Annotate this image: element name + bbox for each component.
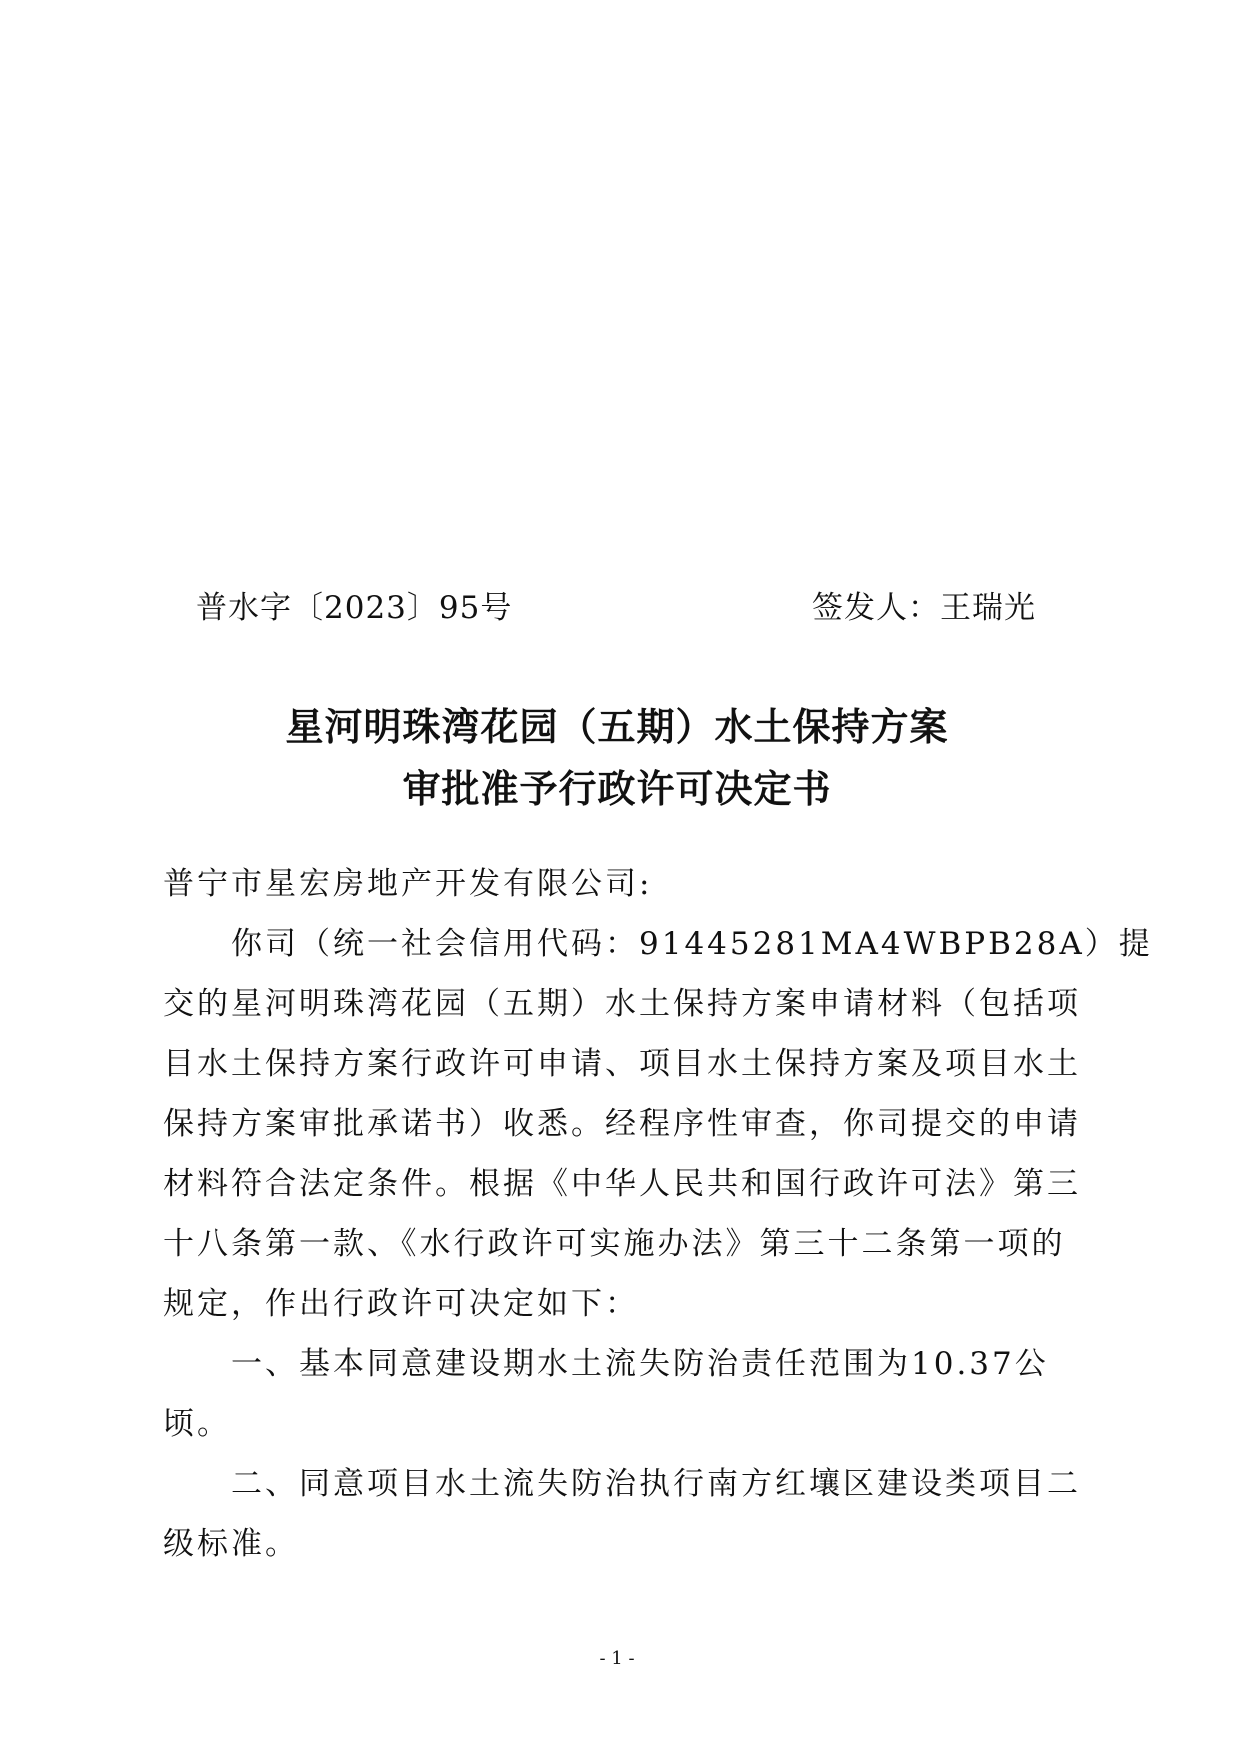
item-1-line-1: 一、基本同意建设期水土流失防治责任范围为10.37公	[163, 1346, 1049, 1382]
page-number: - 1 -	[599, 1648, 635, 1669]
document-number: 普水字〔2023〕95号	[196, 590, 513, 626]
paragraph-1-line-6: 十八条第一款、《水行政许可实施办法》第三十二条第一项的	[163, 1226, 1066, 1262]
paragraph-1-line-2: 交的星河明珠湾花园（五期）水土保持方案申请材料（包括项	[163, 986, 1081, 1022]
document-title-line-2: 审批准予行政许可决定书	[402, 766, 832, 811]
document-title-line-1: 星河明珠湾花园（五期）水土保持方案	[285, 704, 949, 749]
paragraph-1-line-7: 规定，作出行政许可决定如下：	[163, 1286, 639, 1322]
paragraph-1-line-4: 保持方案审批承诺书）收悉。经程序性审查，你司提交的申请	[163, 1106, 1081, 1142]
signer-line: 签发人：王瑞光	[812, 590, 1036, 626]
paragraph-1-line-1: 你司（统一社会信用代码：91445281MA4WBPB28A）提	[163, 926, 1153, 962]
item-1-line-2: 顷。	[163, 1406, 231, 1442]
paragraph-1-line-3: 目水土保持方案行政许可申请、项目水土保持方案及项目水土	[163, 1046, 1081, 1082]
paragraph-1-line-5: 材料符合法定条件。根据《中华人民共和国行政许可法》第三	[163, 1166, 1081, 1202]
addressee: 普宁市星宏房地产开发有限公司:	[163, 866, 653, 902]
item-2-line-2: 级标准。	[163, 1526, 299, 1562]
item-2-line-1: 二、同意项目水土流失防治执行南方红壤区建设类项目二	[163, 1466, 1081, 1502]
